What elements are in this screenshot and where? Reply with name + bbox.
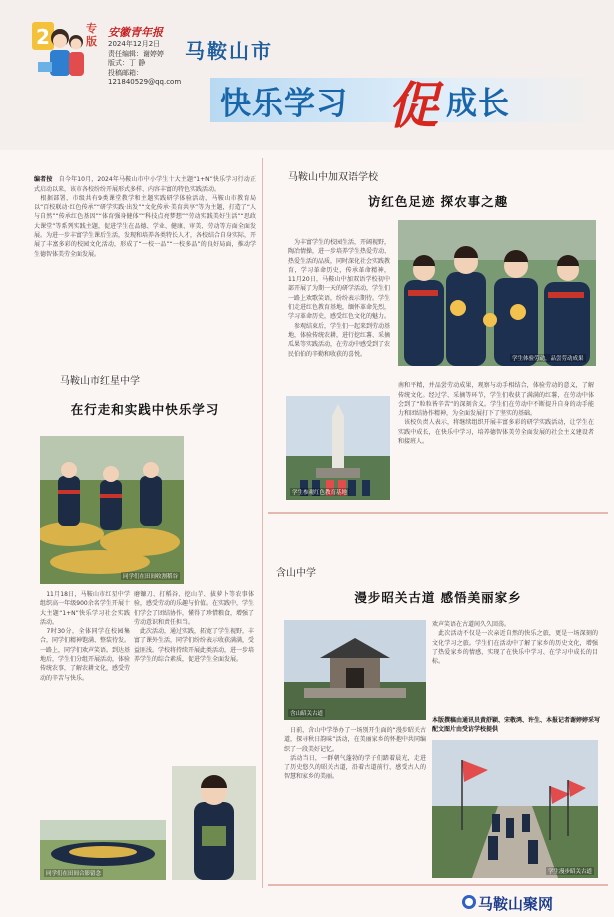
article3-credits xyxy=(432,716,602,735)
editor-note-lead: 编者按 xyxy=(34,176,53,184)
watermark-text: 马鞍山聚网 xyxy=(478,895,554,913)
article2-headline: 在行走和实践中快乐学习 xyxy=(70,402,220,417)
article1-text-col1: 为丰富学生的校园生活，开阔视野，陶冶情操，进一步培养学生热爱劳动、热爱生活的品质，同时深化社会实践教育，学习革命历史，传承革命精神，11月20日，马鞍山中加双语学校初中部开展了为期一天的研学活动，学生们一路上欢歌笑语，纷纷表示期待。学生们走进红色教育基地，缅怀革命先烈，学习革命历史，感受红色文化的魅力。 参观结束后，学生们一起来到劳动基地，体验传统农耕，进行挖红薯、采摘瓜果等实践活动，在劳动中感受到了农民伯伯的辛勤和收获的喜悦。 xyxy=(288,239,390,358)
section-divider-bottom xyxy=(268,884,608,886)
submission-email[interactable]: 121840529@qq.com xyxy=(108,78,182,86)
page-header xyxy=(0,0,614,150)
article2-text-col1: 11月18日，马鞍山市红星中学组织高一年级900余名学生开展十大主题“1+N”快乐学习社会实践活动。 7时30分，全体同学在校园集合，同学们精神饱满、整装待发。一路上，同学们欢声笑语。到达基地后，学生们分组开展活动，体验传统农事，了解农耕文化，感受劳动的辛苦与快乐。 xyxy=(40,591,130,682)
article2-photo1-caption: 同学们在田间收割稻谷 xyxy=(122,574,178,580)
newspaper-logo: 安徽青年报 xyxy=(108,26,163,39)
section-title: 马鞍山市 xyxy=(185,39,273,63)
article2-school: 马鞍山市红星中学 xyxy=(60,376,140,387)
section-divider-1 xyxy=(268,512,608,514)
banner-text-left: 快乐学习 xyxy=(220,86,348,122)
issue-date: 2024年12月2日 xyxy=(108,40,161,48)
editor-note-body: 自今年10月，2024年马鞍山市中小学生十大主题“1+N”快乐学习行动正式启动以来，该市各校纷纷开展形式多样、内容丰富的特色实践活动。 根据部署，市级共有9类课堂教学和主题实践研学体验活动，马鞍山市教育局以“百校联动·红色传承”“研学实践·出发”“文化传承·美育共享”等为主题，打造了“人与自然”“传承红色基因”“体育强身健体”“科技点亮梦想”“劳动实践美好生活”“思政大课堂”等系列实践主题，促进学生在品德、学业、健康、审美、劳动等方面全面发展。为进一步丰富学生课后生活，发现和培养各类特长人才，各校结合自身实际，开展了丰富多彩的校园文化活动，形成了“一校一品”“一校多品”的良好局面，推动学生德智体美劳全面发展。 xyxy=(34,176,256,258)
article3-headline: 漫步昭关古道 感悟美丽家乡 xyxy=(354,590,522,605)
edition-meta xyxy=(108,40,181,88)
article2-photo-group xyxy=(40,820,166,880)
article3-school: 含山中学 xyxy=(276,568,316,579)
article3-photo1-caption: 含山昭关古道 xyxy=(290,711,324,717)
article1-photo2-caption: 学生参观红色教育基地 xyxy=(292,490,348,496)
article1-photo1-caption: 学生体验劳动，品尝劳动成果 xyxy=(512,356,584,362)
watermark-logo-icon xyxy=(462,895,476,909)
article3-credit-photos: 配文图片由受访学校提供 xyxy=(432,726,499,734)
banner-title xyxy=(210,72,610,135)
article3-photo-ancient-pass xyxy=(284,620,426,720)
article1-text-col2-visible: 南和平精，并品尝劳动成果，观察与动手相结合，体验劳动的意义，了解传统文化。经过学、采摘等环节，学生们收获了满满的红薯，在劳动中体会到了“粒粒皆辛苦”的深刻含义。学生们在劳动中不断提升自身的动手能力和团结协作精神，为全面发展打下了坚实的基础。 该校负责人表示，将继续组织开展丰富多彩的研学实践活动，让学生在实践中成长，在快乐中学习，培养德智体美劳全面发展的社会主义建设者和接班人。 xyxy=(398,382,594,446)
article2-photo-portrait xyxy=(172,766,256,880)
page-number: 2 xyxy=(36,25,50,49)
student-mascot-illustration xyxy=(30,18,86,88)
banner-text-accent: 促 xyxy=(388,76,438,135)
article1-photo-students-tasting xyxy=(398,220,596,366)
article2-photo-harvest xyxy=(40,436,184,584)
banner-text-right: 成长 xyxy=(446,86,510,122)
article1-text-right xyxy=(398,372,594,504)
article3-photo2-caption: 学生漫步昭关古道 xyxy=(547,869,592,875)
article2-text-col2: 磨镰刀、打稻谷、挖山芋、拔萝卜等农事体验，感受劳动的乐趣与价值。在实践中，学生们学会了团结协作，懂得了珍惜粮食，增强了劳动意识和责任担当。 此次活动，通过实践，拓宽了学生视野，丰富了课外生活，同学们纷纷表示收获满满，受益匪浅。学校将持续开展此类活动，进一步培养学生的综合素质，促进学生全面发展。 xyxy=(134,591,254,664)
editor-credit: 责任编辑：谢婷婷 xyxy=(108,49,164,58)
article1-school: 马鞍山中加双语学校 xyxy=(288,172,378,183)
article3-text-col1: 日前，含山中学举办了一场别开生面的“漫步昭关古道，探寻秋日韵味”活动，在美丽家乡的怀抱中共同编织了一段美好记忆。 活动当日，一群朝气蓬勃的学子们踏着晨光，走进了历史悠久的昭关古道，沿着古道前行，感受古人的智慧和家乡的美丽。 xyxy=(284,727,426,781)
article1-photo-memorial xyxy=(286,396,390,500)
layout-credit: 版式：丁 静 xyxy=(108,59,146,67)
article1-headline: 访红色足迹 探农事之趣 xyxy=(367,194,509,209)
article3-text-col2: 欢声笑语在古道间久久回荡。 此次活动不仅是一次亲近自然的快乐之旅，更是一场深刻的文化学习之旅。学生们在活动中了解了家乡的历史文化，增强了热爱家乡的情感，实现了在快乐中学习、在学习中成长的目标。 xyxy=(432,621,598,666)
special-edition-tag: 专版 xyxy=(86,22,97,48)
column-divider xyxy=(262,158,263,888)
article3-photo-walk xyxy=(432,740,598,878)
article2-photo2-caption: 同学们在田间合影留念 xyxy=(46,871,102,877)
submission-label: 投稿邮箱： xyxy=(108,68,143,77)
article3-credit-writers: 本版撰稿由通讯员黄舒颖、宋敬鸿、许生、本报记者谢婷婷采写 xyxy=(432,717,601,724)
editor-note xyxy=(34,166,256,358)
